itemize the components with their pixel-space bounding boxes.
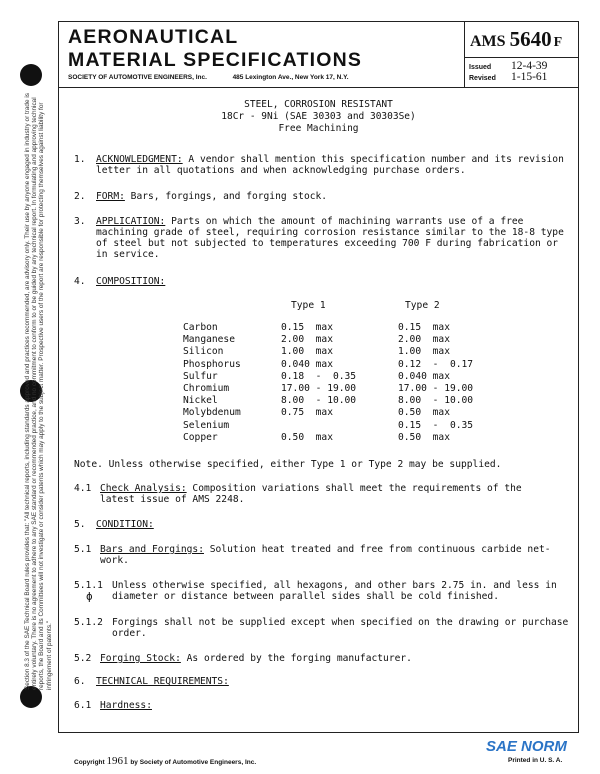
section-4-1-number: 4.1: [74, 483, 92, 494]
copyright-line: [74, 755, 256, 767]
section-2-heading: FORM:: [96, 191, 125, 202]
section-1-text1: A vendor shall mention this specification number and its revision: [188, 154, 564, 165]
composition-element: Carbon: [183, 322, 218, 333]
composition-element: Manganese: [183, 334, 235, 346]
issued-date: 12-4-39: [511, 60, 548, 72]
section-4-number: 4.: [74, 276, 86, 287]
spec-number-rule: [464, 57, 579, 58]
header-title-line2: MATERIAL SPECIFICATIONS: [68, 49, 363, 71]
section-5-2-text: As ordered by the forging manufacturer.: [186, 653, 412, 664]
copyright-owner: by Society of Automotive Engineers, Inc.: [130, 759, 257, 766]
section-5-1-2-number: 5.1.2: [74, 617, 103, 628]
composition-type1-value: 8.00 - 10.00: [281, 395, 357, 407]
printed-in-usa: Printed in U. S. A.: [508, 757, 563, 764]
composition-element: Nickel: [183, 395, 218, 407]
section-4-1-text1: Composition variations shall meet the requirements of the: [192, 483, 522, 494]
subject-line3: Free Machining: [278, 123, 359, 134]
section-3-heading: APPLICATION:: [96, 216, 166, 227]
composition-type2-value: 0.15 - 0.35: [398, 419, 474, 431]
section-5-1-number: 5.1: [74, 544, 92, 555]
type-2-header: Type 2: [405, 300, 440, 311]
composition-element: Phosphorus: [183, 358, 241, 370]
composition-type2-value: 2.00 max: [398, 334, 450, 346]
society-address: 485 Lexington Ave., New York 17, N.Y.: [232, 74, 349, 81]
copyright-label: Copyright: [74, 759, 105, 766]
section-3-number: 3.: [74, 216, 86, 227]
section-5-1-1-text1: Unless otherwise specified, all hexagons, and other bars 2.75 in. and less in: [112, 580, 557, 591]
header-rule: [58, 87, 579, 88]
composition-element: Silicon: [183, 346, 224, 358]
composition-type2-value: 0.15 max: [398, 322, 450, 333]
composition-type1-value: 0.15 max: [281, 322, 333, 333]
composition-type1-value: 17.00 - 19.00: [281, 383, 357, 394]
section-3-text4: in service.: [96, 249, 160, 260]
revision-mark: ϕ: [86, 590, 93, 603]
composition-type1-value: 0.50 max: [281, 431, 333, 443]
composition-type2-value: 17.00 - 19.00: [398, 383, 474, 394]
section-3-text3: of steel but not subjected to temperatures exceeding 700 F during fabrication or: [96, 238, 559, 249]
composition-type2-value: 0.12 - 0.17: [398, 358, 474, 370]
composition-type1-value: 0.040 max: [281, 358, 333, 370]
section-5-1-2-text2: order.: [112, 628, 147, 639]
revised-label: Revised: [469, 75, 496, 82]
section-5-1-2-text1: Forgings shall not be supplied except when specified on the drawing or purchase: [112, 617, 569, 628]
composition-element: Selenium: [183, 419, 230, 431]
section-6-1-heading: Hardness:: [100, 700, 152, 711]
section-5-1-text1: Solution heat treated and free from continuous carbide net-: [209, 544, 551, 555]
composition-element: Copper: [183, 431, 218, 443]
society-name: SOCIETY OF AUTOMOTIVE ENGINEERS, Inc.: [68, 74, 207, 81]
sae-norm-watermark: SAE NORM: [486, 738, 567, 755]
composition-type1-value: 0.75 max: [281, 407, 333, 419]
subject-line2: 18Cr - 9Ni (SAE 30303 and 30303Se): [221, 111, 416, 122]
section-5-1-1-text2: diameter or distance between parallel sides shall be cold finished.: [112, 591, 499, 602]
section-5-2-heading: Forging Stock:: [100, 653, 181, 664]
section-5-1-text2: work.: [100, 555, 129, 566]
header-title-line1: AERONAUTICAL: [68, 26, 239, 48]
spec-digits: 5640: [509, 27, 552, 51]
composition-type2-value: 0.50 max: [398, 407, 450, 419]
composition-type1-value: 2.00 max: [281, 334, 333, 346]
sidebar-legal-note: Section 8.3 of the SAE Technical Board rules provides that: "All technical reports, including standards approved and practices recommended, are advisory only. Their use by anyone engaged in industry or trade is entirely voluntary. There is no agreement to adhere to any SAE standard or recommended practice, and no commitment to conform to or be guided by any technical report. In formulating and approving technical reports, the Board and its Committees will not investigate or consider patents which may apply to the subject matter. Prospective users of the report are responsible for protecting themselves against liability for infringement of patents.": [24, 93, 53, 690]
section-6-heading: TECHNICAL REQUIREMENTS:: [96, 676, 229, 687]
section-5-heading: CONDITION:: [96, 519, 154, 530]
section-5-1-line1: [100, 544, 551, 555]
composition-element: Chromium: [183, 383, 230, 394]
composition-element: Molybdenum: [183, 407, 241, 419]
section-5-number: 5.: [74, 519, 86, 530]
section-4-1-heading: Check Analysis:: [100, 483, 187, 494]
header-divider: [464, 21, 465, 87]
section-3-text2: machining grade of steel, requiring corrosion resistance similar to the 18-8 type: [96, 227, 564, 238]
spec-prefix: AMS: [470, 33, 506, 50]
section-5-2-line: [100, 653, 412, 664]
section-1-text2: letter in all quotations and when acknowledging purchase orders.: [96, 165, 466, 176]
type-1-header: Type 1: [291, 300, 326, 311]
section-4-heading: COMPOSITION:: [96, 276, 166, 287]
section-2-text: Bars, forgings, and forging stock.: [130, 191, 328, 202]
section-3-text1: Parts on which the amount of machining warrants use of a free: [171, 216, 524, 227]
section-1-line1: [96, 154, 564, 165]
copyright-year: 1961: [106, 755, 129, 767]
composition-type2-value: 8.00 - 10.00: [398, 395, 474, 407]
subject-line1: STEEL, CORROSION RESISTANT: [244, 99, 393, 110]
spec-revision: F: [553, 35, 563, 50]
section-1-number: 1.: [74, 154, 86, 165]
composition-type1-value: 0.18 - 0.35: [281, 370, 357, 382]
section-6-number: 6.: [74, 676, 86, 687]
composition-note: Note. Unless otherwise specified, either Type 1 or Type 2 may be supplied.: [74, 459, 502, 470]
section-6-1-number: 6.1: [74, 700, 92, 711]
section-5-2-number: 5.2: [74, 653, 92, 664]
composition-element: Sulfur: [183, 370, 218, 382]
spec-number: [470, 27, 562, 52]
section-4-1-line1: [100, 483, 522, 494]
revised-date: 1-15-61: [511, 71, 548, 83]
composition-type2-value: 0.040 max: [398, 370, 450, 382]
society-line: [68, 74, 349, 81]
section-2-number: 2.: [74, 191, 86, 202]
issued-label: Issued: [469, 64, 492, 71]
composition-type1-value: 1.00 max: [281, 346, 333, 358]
section-5-1-1-number: 5.1.1: [74, 580, 103, 591]
composition-type2-value: 0.50 max: [398, 431, 450, 443]
section-2-line: [96, 191, 327, 202]
section-3-line1: [96, 216, 523, 227]
section-5-1-heading: Bars and Forgings:: [100, 544, 204, 555]
section-1-heading: ACKNOWLEDGMENT:: [96, 154, 183, 165]
section-4-1-text2: latest issue of AMS 2248.: [100, 494, 245, 505]
composition-type2-value: 1.00 max: [398, 346, 450, 358]
